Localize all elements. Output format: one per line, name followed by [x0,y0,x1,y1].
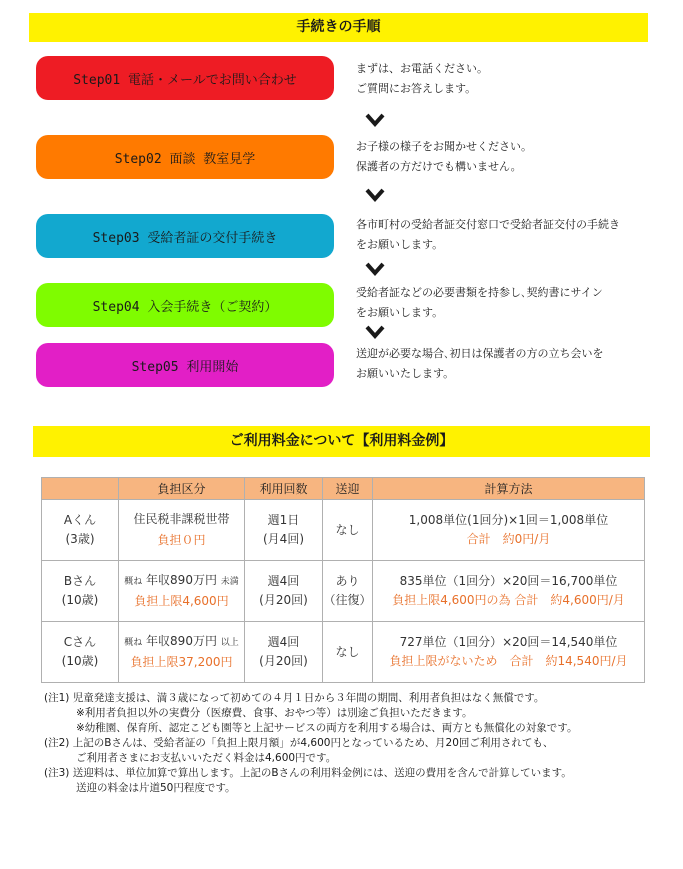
table-row [42,561,645,622]
burden-amount: 負担０円 [157,533,206,547]
table-header-burden: 負担区分 [119,478,245,500]
step-04-label: Step04 入会手続き（ご契約） [92,299,278,315]
note-line: (注2) 上記のBさんは、受給者証の「負担上限月額」が4,600円となっているため、月20回ご利用されても、 [44,737,554,749]
table-header-count: 利用回数 [245,478,323,500]
table-row [42,500,645,561]
transport-cell: なし [323,622,373,683]
step-05-label: Step05 利用開始 [131,359,239,375]
user-age: (10歳) [61,593,99,607]
step-02-desc-line-2: 保護者の方だけでも構いません。 [356,160,522,173]
note-line: (注1) 児童発達支援は、満３歳になって初めての４月１日から３年間の期間、利用者負担はなく無償です。 [44,692,545,704]
step-03-description [356,215,666,255]
burden-category: 概ね 年収890万円 未満 [124,573,239,587]
burden-cell [119,622,245,683]
burden-amount: 負担上限37,200円 [130,655,233,669]
step-01-desc-line-1: まずは、お電話ください。 [356,62,488,75]
user-name: Aくん [63,513,97,527]
step-05-desc-line-2: お願いいたします。 [356,367,455,380]
step-02-box [36,135,334,179]
table-row [42,622,645,683]
burden-category: 概ね 年収890万円 以上 [124,634,239,648]
step-03-box [36,214,334,258]
count-cell: 週4回 (月20回) [245,561,323,622]
burden-category: 住民税非課税世帯 [133,512,230,526]
step-04-box [36,283,334,327]
note-line: ※幼稚園、保育所、認定こども園等と上記サービスの両方を利用する場合は、両方とも無償化の対象です。 [76,722,578,734]
table-header-calc: 計算方法 [373,478,645,500]
fee-table [41,477,645,683]
section-title-fees: ご利用料金について【利用料金例】 [33,426,650,457]
user-cell [42,500,119,561]
user-name: Bさん [63,574,97,588]
step-01-box [36,56,334,100]
calc-cell: 1,008単位(1回分)×1回＝1,008単位 合計 約0円/月 [373,500,645,561]
step-01-description [356,59,656,99]
count-cell: 週1日 (月4回) [245,500,323,561]
step-01-desc-line-2: ご質問にお答えします。 [356,82,477,95]
step-02-description [356,137,656,177]
user-age: (3歳) [65,532,95,546]
step-02-label: Step02 面談 教室見学 [114,151,256,167]
user-name: Cさん [63,635,97,649]
step-01-label: Step01 電話・メールでお問い合わせ [73,72,297,88]
burden-cell [119,561,245,622]
user-cell [42,561,119,622]
chevron-down-icon [365,113,385,127]
step-05-box [36,343,334,387]
chevron-down-icon [365,188,385,202]
step-04-desc-line-2: をお願いします。 [356,306,444,319]
note-line: ご利用者さまにお支払いいただく料金は4,600円です。 [76,752,337,764]
note-line: (注3) 送迎料は、単位加算で算出します。上記のBさんの利用料金例には、送迎の費用を含んで計算しています。 [44,767,572,779]
step-03-desc-line-2: をお願いします。 [356,238,444,251]
step-04-description [356,283,656,323]
user-cell [42,622,119,683]
user-age: (10歳) [61,654,99,668]
burden-amount: 負担上限4,600円 [134,594,229,608]
chevron-down-icon [365,325,385,339]
step-03-desc-line-1: 各市町村の受給者証交付窓口で受給者証交付の手続き [356,218,620,231]
calc-cell: 835単位（1回分）×20回＝16,700単位 負担上限4,600円の為 合計 約4,600円/月 [373,561,645,622]
step-04-desc-line-1: 受給者証などの必要書類を持参し､契約書にサイン [356,286,603,299]
table-header-row [42,478,645,500]
table-header-empty [42,478,119,500]
section-title-procedure: 手続きの手順 [29,13,648,42]
step-02-desc-line-1: お子様の様子をお聞かせください。 [356,140,532,153]
burden-cell [119,500,245,561]
transport-cell: なし [323,500,373,561]
note-line: 送迎の料金は片道50円程度です。 [76,782,236,794]
step-05-description [356,344,656,384]
count-cell: 週4回 (月20回) [245,622,323,683]
calc-cell: 727単位（1回分）×20回＝14,540単位 負担上限がないため 合計 約14,540円/月 [373,622,645,683]
notes-section [44,691,664,796]
table-header-transport: 送迎 [323,478,373,500]
note-line: ※利用者負担以外の実費分（医療費、食事、おやつ等）は別途ご負担いただきます。 [76,707,473,719]
transport-cell: あり （往復） [323,561,373,622]
step-03-label: Step03 受給者証の交付手続き [92,230,278,246]
step-05-desc-line-1: 送迎が必要な場合､初日は保護者の方の立ち会いを [356,347,604,360]
chevron-down-icon [365,262,385,276]
